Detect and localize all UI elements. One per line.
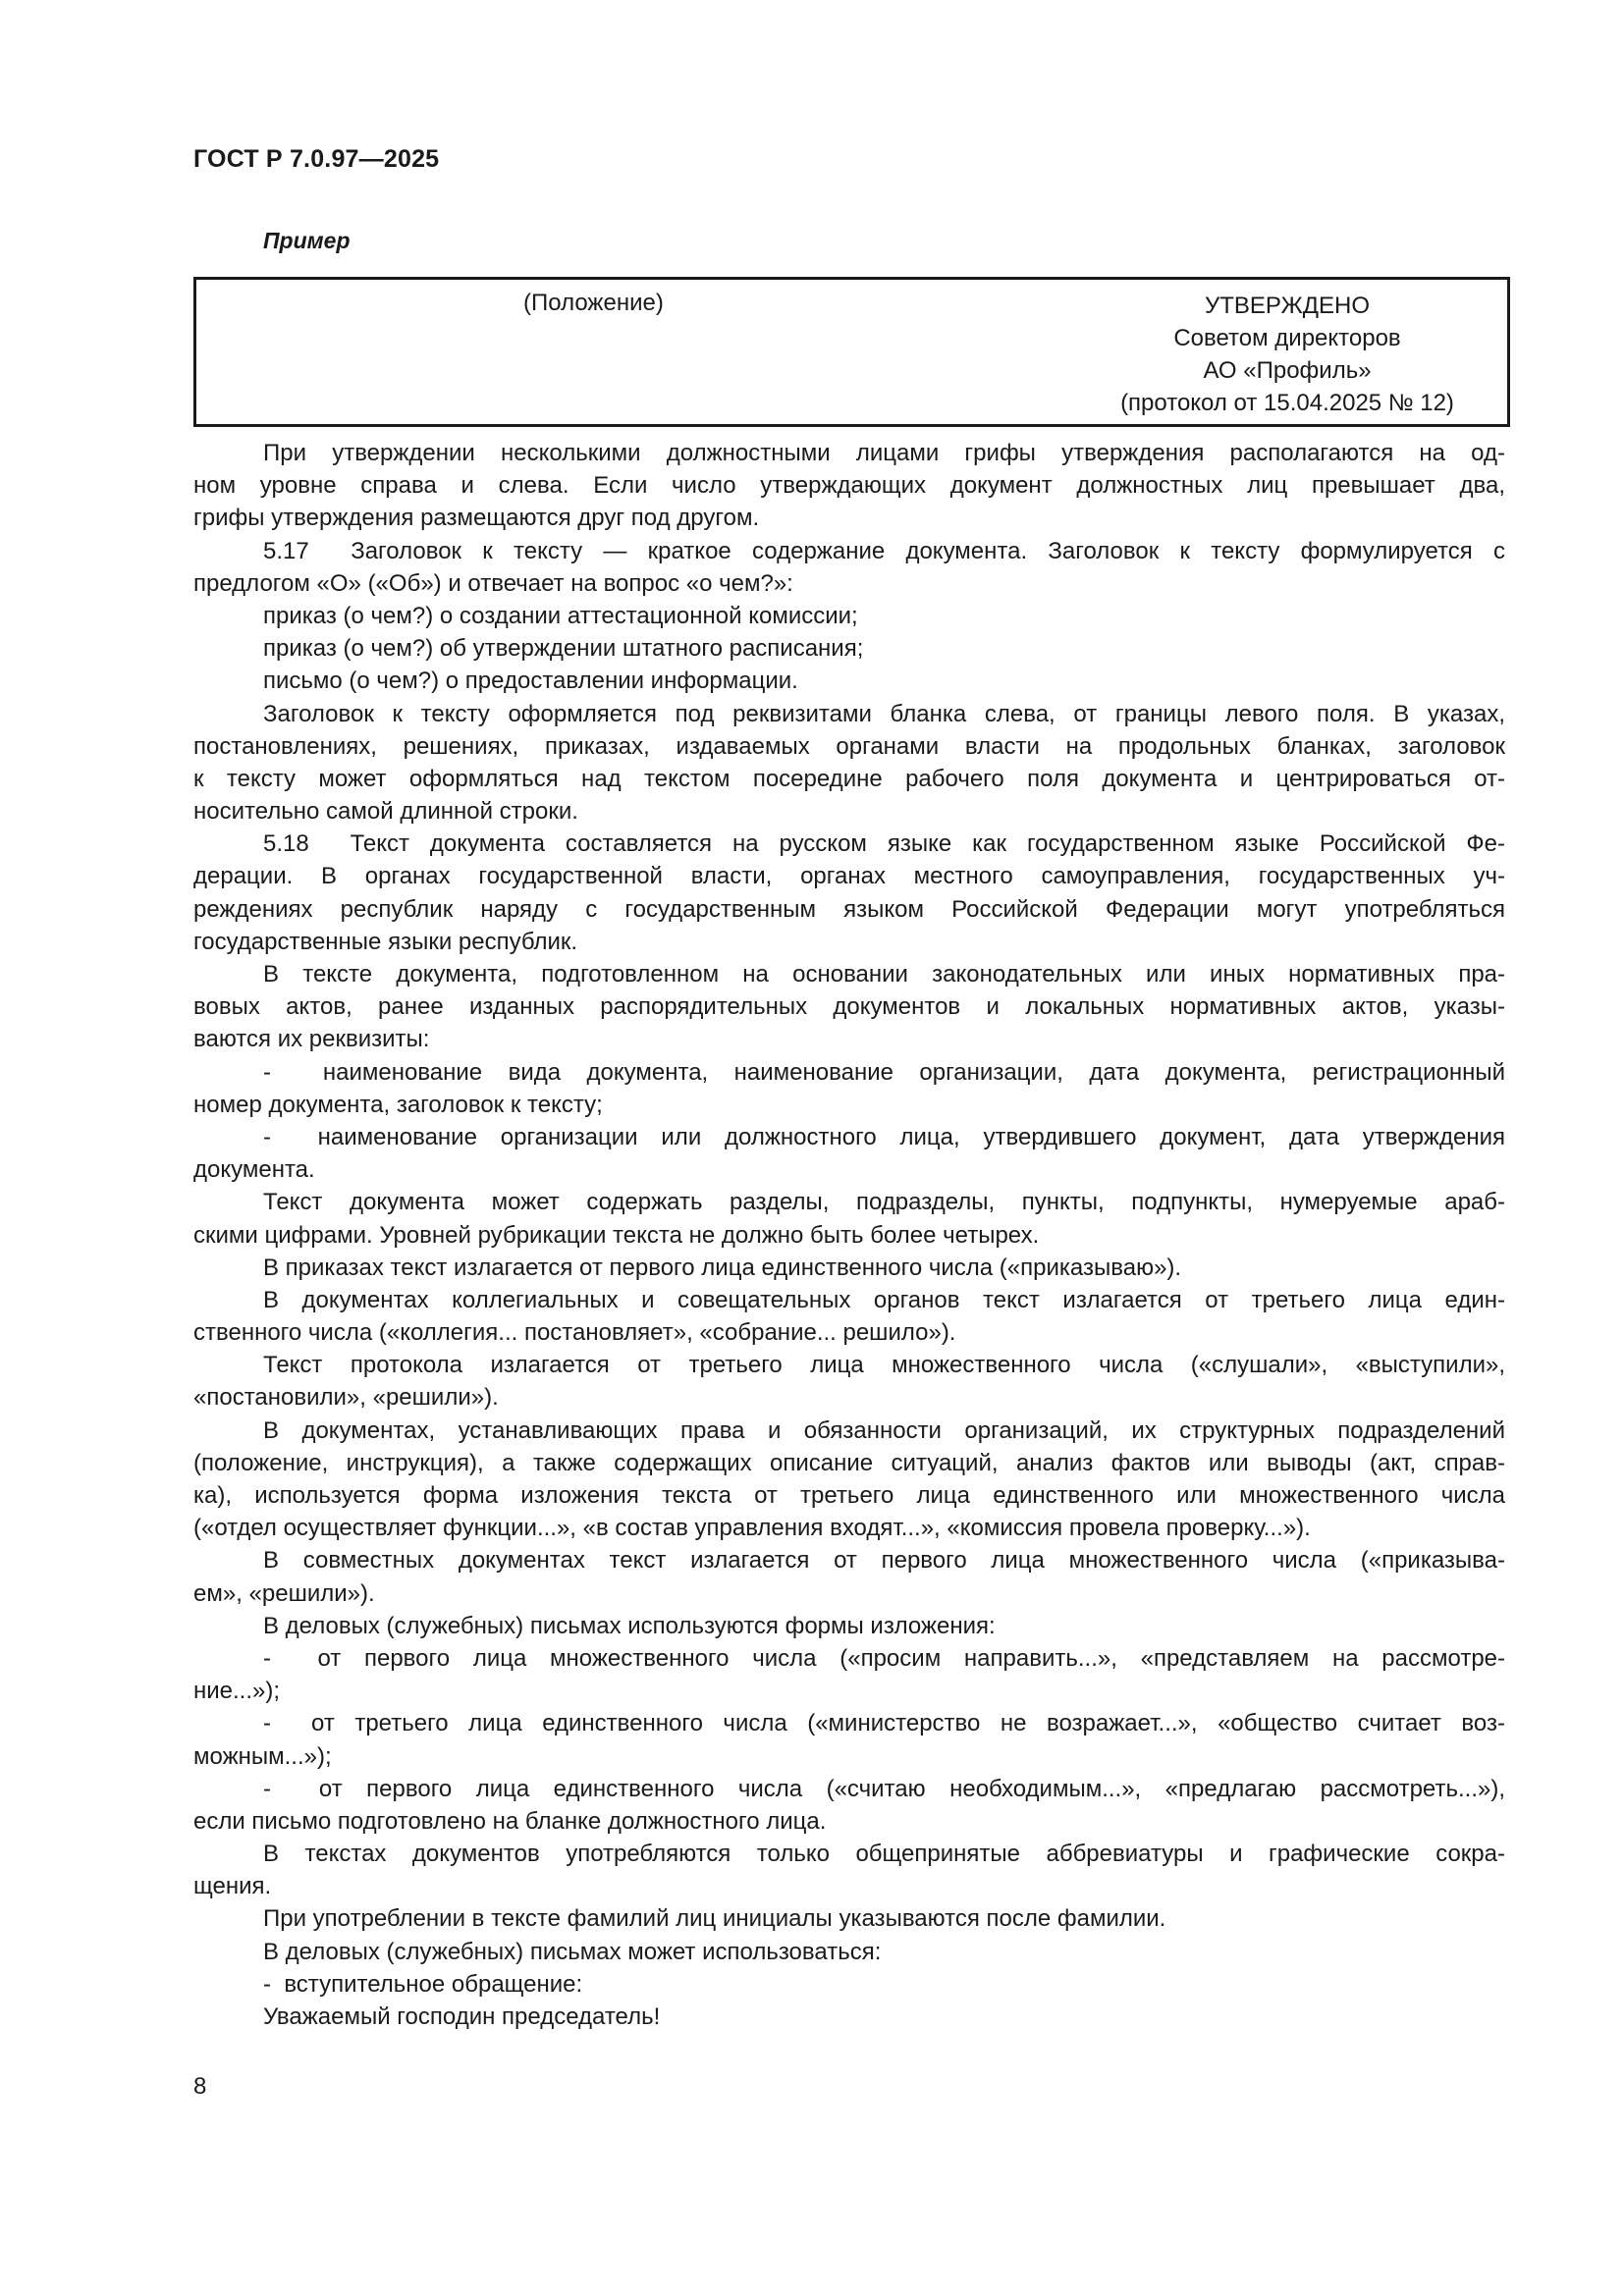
text-line	[193, 730, 1505, 763]
text-line	[193, 1415, 1505, 1447]
approval-stamp-line: (протокол от 15.04.2025 № 12)	[1120, 390, 1454, 416]
text-line-content: - наименование вида документа, наименование организации, дата документа, регистрационный	[263, 1058, 1505, 1086]
text-line-content: В документах коллегиальных и совещательных органов текст излагается от третьего лица един-	[263, 1286, 1505, 1313]
text-line: - вступительное обращение:	[263, 1970, 583, 1998]
text-line: В деловых (служебных) письмах используются формы изложения:	[263, 1612, 996, 1639]
text-line	[193, 1447, 1505, 1479]
text-line-content: В текстах документов употребляются только общепринятые аббревиатуры и графические сокра-	[263, 1841, 1505, 1868]
text-line: номер документа, заголовок к тексту;	[193, 1091, 603, 1118]
text-line-content: дерации. В органах государственной власти, органах местного самоуправления, государственных уч-	[193, 863, 1505, 890]
text-line-content: к тексту может оформляться над текстом посередине рабочего поля документа и центрироваться от-	[193, 765, 1505, 792]
text-line	[193, 828, 1505, 860]
body-text	[193, 437, 1505, 2033]
text-line: ваются их реквизиты:	[193, 1026, 430, 1053]
text-line: При употреблении в тексте фамилий лиц инициалы указываются после фамилии.	[263, 1905, 1166, 1933]
text-line	[193, 1284, 1505, 1316]
text-line: В деловых (служебных) письмах может использоваться:	[263, 1938, 882, 1965]
text-line-content: - от третьего лица единственного числа («министерство не возражает...», «общество считает воз-	[263, 1710, 1505, 1737]
text-line	[193, 763, 1505, 795]
page-number: 8	[193, 2073, 207, 2100]
text-line-content: Текст протокола излагается от третьего лица множественного числа («слушали», «выступили»,	[263, 1352, 1505, 1379]
text-line	[193, 990, 1505, 1023]
text-line	[193, 1642, 1505, 1675]
text-line-content: 5.17 Заголовок к тексту — краткое содержание документа. Заголовок к тексту формулируется с	[263, 537, 1505, 564]
text-line: можным...»);	[193, 1742, 332, 1770]
approval-stamp	[1081, 290, 1493, 419]
text-line	[193, 1479, 1505, 1512]
text-line: грифы утверждения размещаются друг под другом.	[193, 505, 760, 532]
text-line	[193, 1773, 1505, 1805]
text-line-content: (положение, инструкция), а также содержащих описание ситуаций, анализ фактов или выводы (акт, справ-	[193, 1449, 1505, 1476]
text-line-content: 5.18 Текст документа составляется на русском языке как государственном языке Российской Фе-	[263, 830, 1505, 858]
text-line-content: вовых актов, ранее изданных распорядительных документов и локальных нормативных актов, указы-	[193, 993, 1505, 1021]
text-line-content: ном уровне справа и слева. Если число утверждающих документ должностных лиц превышает два,	[193, 472, 1505, 500]
text-line-content: - от первого лица единственного числа («считаю необходимым...», «предлагаю рассмотреть...»),	[263, 1775, 1505, 1802]
text-line-content: постановлениях, решениях, приказах, издаваемых органами власти на продольных бланках, заголовок	[193, 732, 1505, 760]
text-line	[193, 1056, 1505, 1089]
text-line-content: - наименование организации или должностного лица, утвердившего документ, дата утверждения	[263, 1123, 1505, 1150]
example-label: Пример	[263, 228, 351, 253]
text-line	[193, 1349, 1505, 1381]
text-line	[193, 469, 1505, 502]
text-line-content: В документах, устанавливающих права и обязанности организаций, их структурных подразделений	[263, 1416, 1505, 1444]
text-line: ние...»);	[193, 1678, 281, 1705]
text-line	[193, 1121, 1505, 1153]
standard-code-header: ГОСТ Р 7.0.97—2025	[193, 145, 440, 173]
example-box	[193, 277, 1510, 427]
text-line-content: В совместных документах текст излагается от первого лица множественного числа («приказыва-	[263, 1547, 1505, 1575]
text-line: государственные языки республик.	[193, 928, 578, 955]
text-line: носительно самой длинной строки.	[193, 798, 578, 826]
text-line	[193, 1707, 1505, 1739]
approval-stamp-line: Советом директоров	[1173, 325, 1401, 351]
text-line: предлогом «О» («Об») и отвечает на вопрос «о чем?»:	[193, 569, 793, 597]
text-line: В приказах текст излагается от первого лица единственного числа («приказываю»).	[263, 1254, 1182, 1281]
text-line-content: ка), используется форма изложения текста от третьего лица единственного или множественного числа	[193, 1482, 1505, 1509]
text-line: если письмо подготовлено на бланке должностного лица.	[193, 1807, 827, 1835]
text-line	[193, 860, 1505, 892]
text-line: щения.	[193, 1873, 272, 1900]
text-line-content: При утверждении несколькими должностными лицами грифы утверждения располагаются на од-	[263, 440, 1505, 466]
text-line	[193, 535, 1505, 567]
text-line: приказ (о чем?) об утверждении штатного расписания;	[263, 635, 864, 663]
text-line: («отдел осуществляет функции...», «в состав управления входят...», «комиссия провела проверку...»).	[193, 1515, 1311, 1542]
text-line: Уважаемый господин председатель!	[263, 2003, 661, 2030]
text-line: ем», «решили»).	[193, 1579, 375, 1607]
text-line: письмо (о чем?) о предоставлении информации.	[263, 667, 798, 695]
text-line: приказ (о чем?) о создании аттестационной комиссии;	[263, 602, 858, 629]
text-line	[193, 958, 1505, 990]
text-line-content: реждениях республик наряду с государственным языком Российской Федерации могут употребляться	[193, 895, 1505, 923]
text-line-content: Заголовок к тексту оформляется под реквизитами бланка слева, от границы левого поля. В указах,	[263, 700, 1505, 727]
text-line	[193, 437, 1505, 469]
approval-stamp-line: УТВЕРЖДЕНО	[1204, 293, 1371, 319]
text-line	[193, 1544, 1505, 1576]
text-line	[193, 893, 1505, 926]
text-line-content: Текст документа может содержать разделы, подразделы, пункты, подпункты, нумеруемые араб-	[263, 1189, 1505, 1216]
text-line	[193, 698, 1505, 730]
text-line: документа.	[193, 1156, 315, 1184]
text-line	[193, 1186, 1505, 1218]
text-line	[193, 1838, 1505, 1870]
text-line-content: - от первого лица множественного числа («просим направить...», «представляем на рассмотре-	[263, 1644, 1505, 1672]
text-line: ственного числа («коллегия... постановляет», «собрание... решило»).	[193, 1319, 956, 1347]
text-line-content: В тексте документа, подготовленном на основании законодательных или иных нормативных пра-	[263, 961, 1505, 988]
approval-stamp-line: АО «Профиль»	[1203, 357, 1372, 384]
document-type-label: (Положение)	[523, 290, 664, 316]
text-line: скими цифрами. Уровней рубрикации текста не должно быть более четырех.	[193, 1221, 1040, 1249]
text-line: «постановили», «решили»).	[193, 1384, 499, 1412]
